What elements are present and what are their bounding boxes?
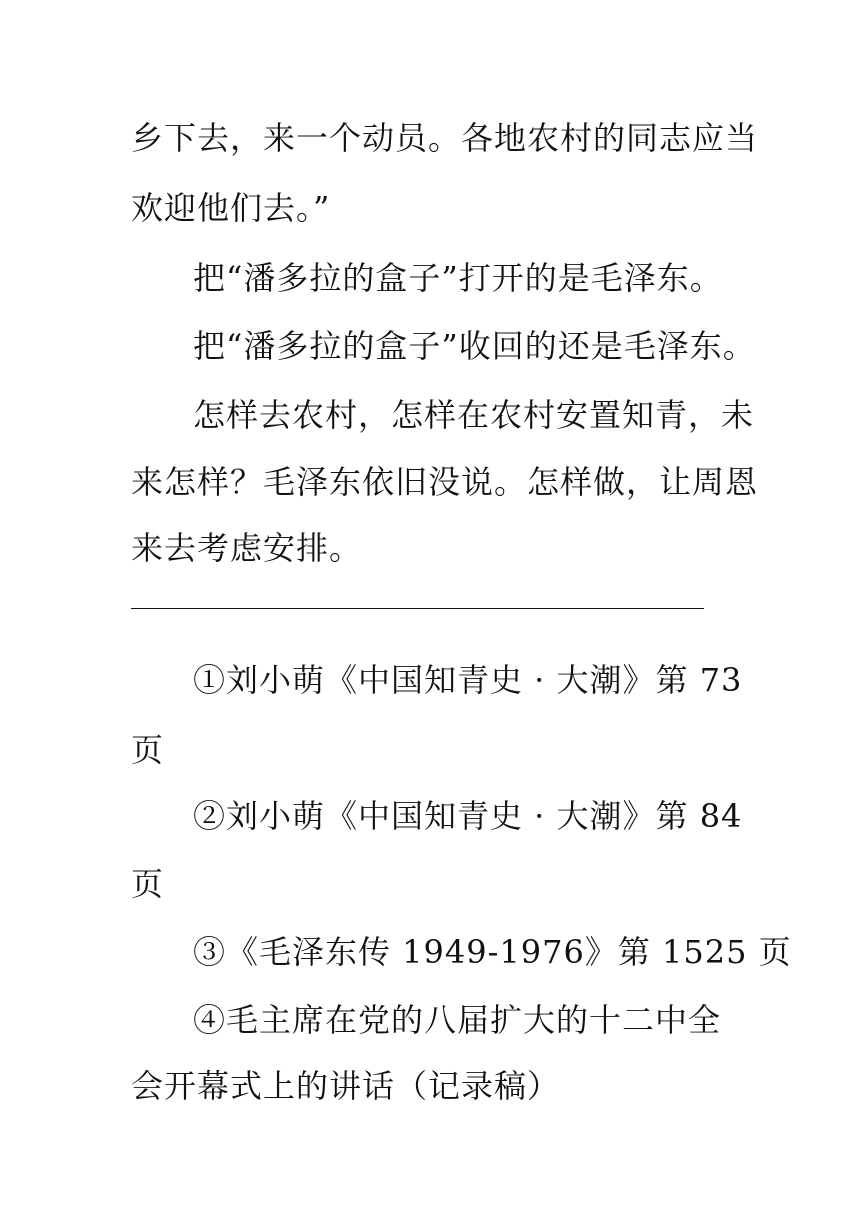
footnote-1-continuation: 页 [131, 731, 165, 769]
footnote-divider [131, 608, 704, 609]
footnote-4-continuation: 会开幕式上的讲话（记录稿） [131, 1067, 561, 1105]
footnote-3: ③《毛泽东传 1949-1976》第 1525 页 [193, 933, 792, 971]
body-line: 欢迎他们去。” [131, 189, 331, 227]
footnote-2: ②刘小萌《中国知青史 · 大潮》第 84 [193, 797, 743, 835]
footnote-1: ①刘小萌《中国知青史 · 大潮》第 73 [193, 661, 743, 699]
body-line: 来怎样？毛泽东依旧没说。怎样做，让周恩 [131, 463, 759, 501]
body-paragraph: 怎样去农村，怎样在农村安置知青，未 [193, 396, 755, 434]
body-paragraph: 把“潘多拉的盒子”打开的是毛泽东。 [193, 259, 723, 297]
footnote-2-continuation: 页 [131, 865, 165, 903]
footnote-4: ④毛主席在党的八届扩大的十二中全 [193, 1001, 722, 1039]
body-line: 来去考虑安排。 [131, 529, 363, 567]
body-line: 乡下去，来一个动员。各地农村的同志应当 [131, 119, 759, 157]
body-paragraph: 把“潘多拉的盒子”收回的还是毛泽东。 [193, 327, 756, 365]
